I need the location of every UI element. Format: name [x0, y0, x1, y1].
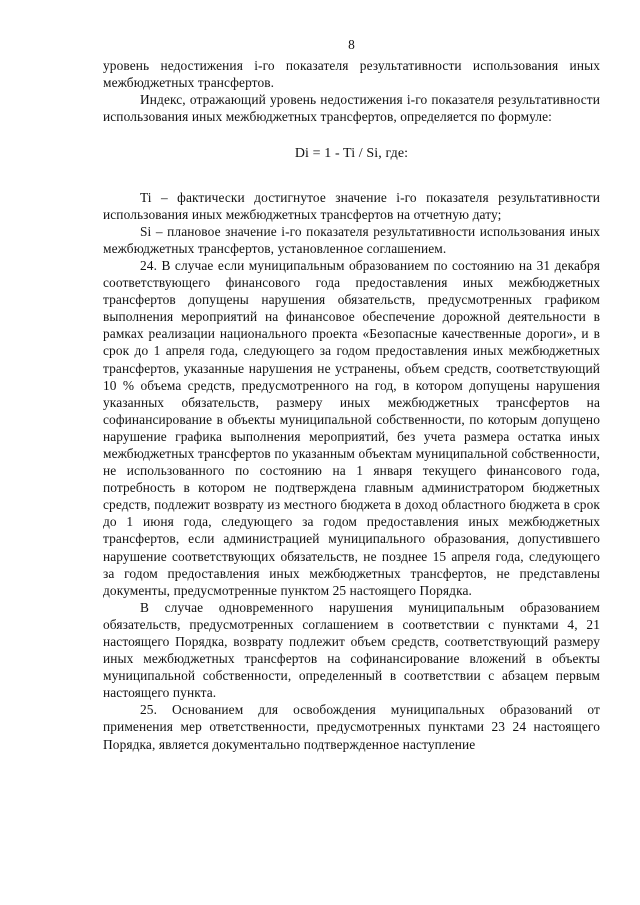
- clause-25: 25. Основанием для освобождения муниципальных образований от применения мер ответственности, предусмотренных пунктами 23 24 настоящего Порядка, является документально подтвержденное наступление: [103, 702, 600, 752]
- document-page: [103, 36, 600, 753]
- clause-24: 24. В случае если муниципальным образованием по состоянию на 31 декабря соответствующего финансового года предоставления иных межбюджетных трансфертов допущены нарушения обязательств, предусмотренных графиком выполнения мероприятий на финансовое обеспечение дорожной деятельности в рамках реализации национального проекта «Безопасные качественные дороги», и в срок до 1 апреля года, следующего за годом предоставления иных межбюджетных трансфертов, указанные нарушения не устранены, объем средств, соответствующий 10 % объема средств, предусмотренного на год, в котором допущены нарушения указанных обязательств, размеру иных межбюджетных трансфертов на софинансирование в объекты муниципальной собственности, по которым допущено нарушение графика выполнения мероприятий, без учета размера остатка иных межбюджетных трансфертов по указанным объектам муниципальной собственности, не использованного по состоянию на 1 января текущего финансового года, потребность в котором не подтверждена главным администратором бюджетных средств, подлежит возврату из местного бюджета в доход областного бюджета в срок до 1 июня года, следующего за годом предоставления иных межбюджетных трансфертов, если администрацией муниципального образования, допустившего нарушение соответствующих обязательств, не позднее 15 апреля года, следующего за годом предоставления иных межбюджетных трансфертов, не представлены документы, предусмотренные пунктом 25 настоящего Порядка.: [103, 257, 600, 598]
- formula: Di = 1 - Ti / Si, где:: [294, 146, 409, 162]
- paragraph-continuation: уровень недостижения i-го показателя результативности использования иных межбюджетных трансфертов.: [103, 58, 600, 91]
- paragraph-index-definition: Индекс, отражающий уровень недостижения i-го показателя результативности использования иных межбюджетных трансфертов, определяется по формуле:: [103, 92, 600, 125]
- page-number: 8: [348, 37, 355, 52]
- clause-24-paragraph-2: В случае одновременного нарушения муниципальным образованием обязательств, предусмотренных соглашением в соответствии с пунктами 4, 21 настоящего Порядка, возврату подлежит объем средств, соответствующий размеру иных межбюджетных трансфертов на софинансирование вложений в объекты муниципальной собственности, определенный в соответствии с абзацем первым настоящего пункта.: [103, 599, 600, 701]
- definition-ti: Ti – фактически достигнутое значение i-го показателя результативности использования иных межбюджетных трансфертов на отчетную дату;: [103, 189, 600, 222]
- definition-si: Si – плановое значение i-го показателя результативности использования иных межбюджетных трансфертов, установленное соглашением.: [103, 223, 600, 256]
